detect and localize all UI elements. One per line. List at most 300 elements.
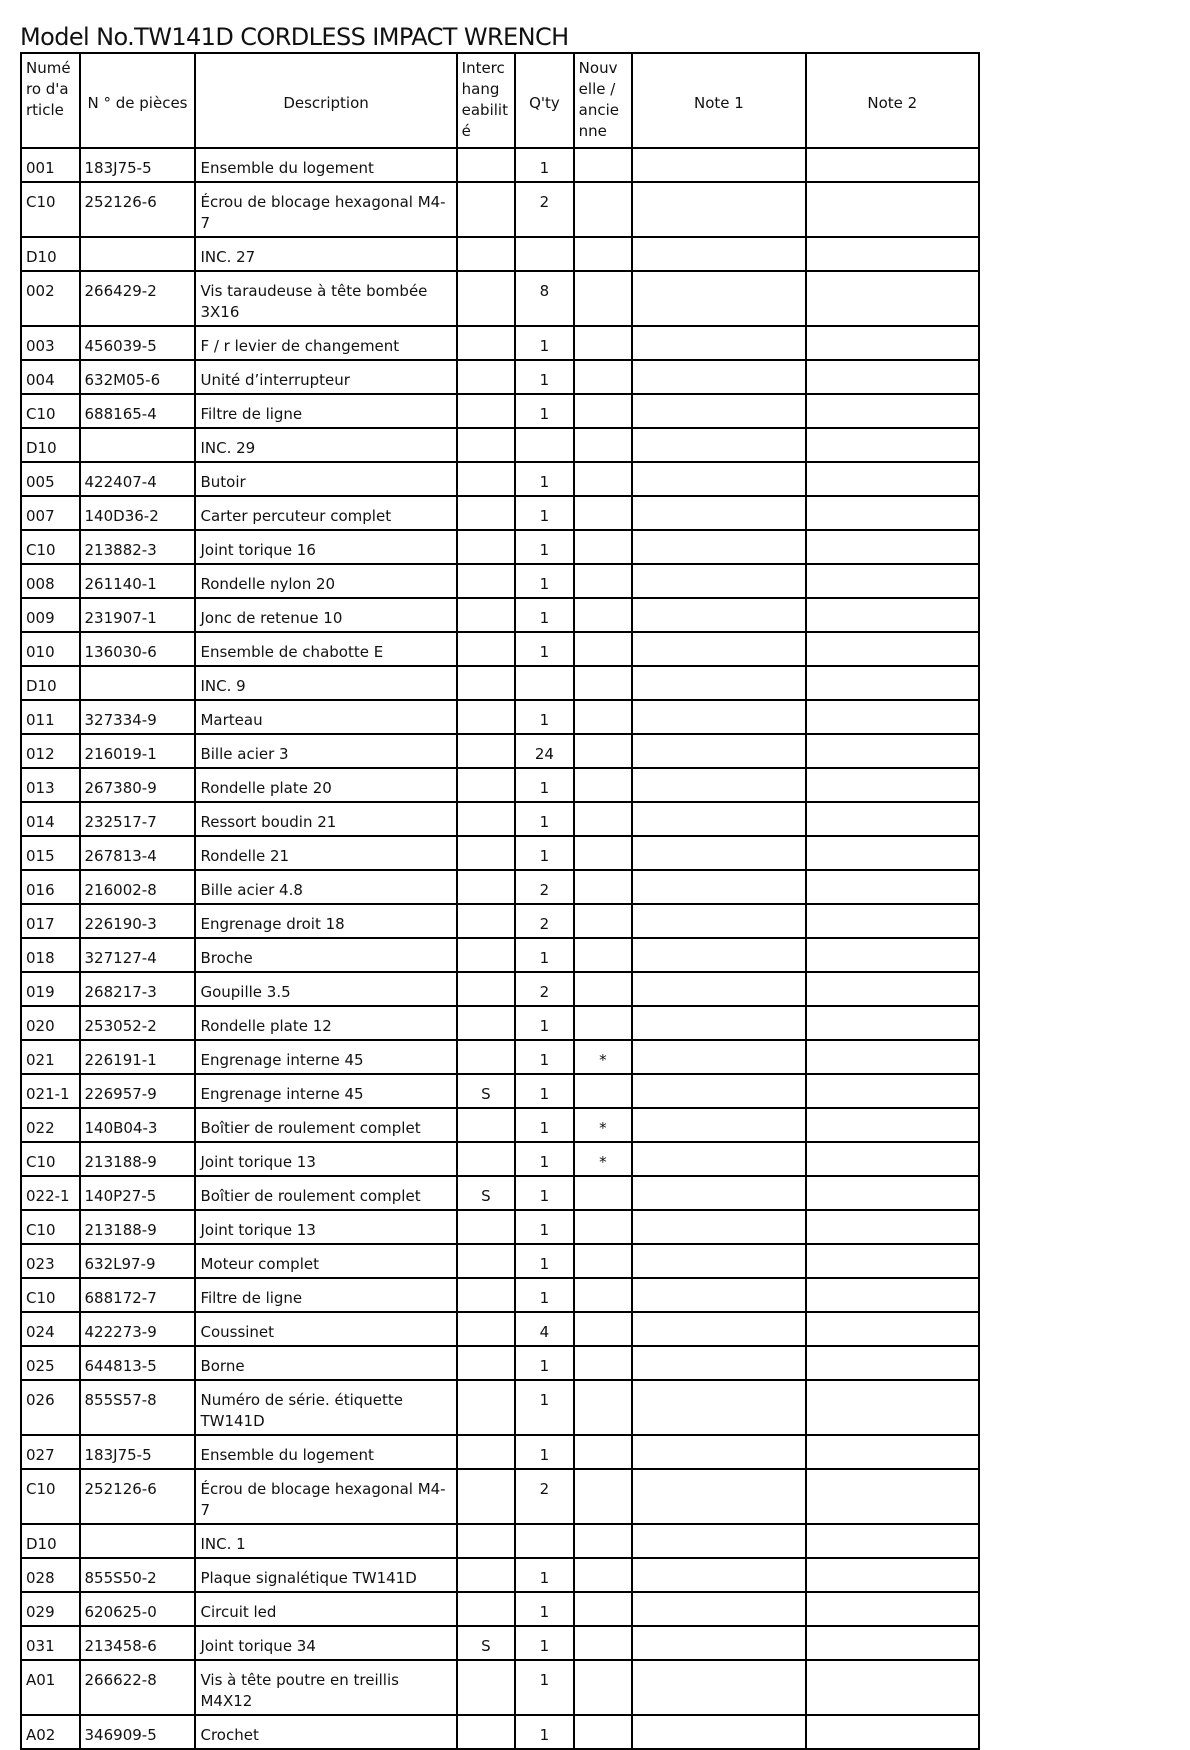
cell-qty: 1 xyxy=(515,326,574,360)
cell-qty: 1 xyxy=(515,564,574,598)
cell-description: Crochet xyxy=(195,1715,456,1749)
cell-part-no xyxy=(80,666,196,700)
cell-qty: 4 xyxy=(515,1312,574,1346)
cell-description: Butoir xyxy=(195,462,456,496)
cell-note1 xyxy=(632,836,805,870)
cell-item-no: C10 xyxy=(21,1278,80,1312)
page-title: Model No.TW141D CORDLESS IMPACT WRENCH xyxy=(20,23,569,51)
cell-description: Ressort boudin 21 xyxy=(195,802,456,836)
table-row xyxy=(21,700,979,734)
cell-description: Joint torique 16 xyxy=(195,530,456,564)
table-row xyxy=(21,1210,979,1244)
cell-interchangeability xyxy=(457,700,516,734)
cell-item-no: C10 xyxy=(21,1210,80,1244)
cell-qty: 1 xyxy=(515,394,574,428)
cell-part-no: 140D36-2 xyxy=(80,496,196,530)
cell-item-no: D10 xyxy=(21,1524,80,1558)
cell-note2 xyxy=(806,700,979,734)
cell-qty: 24 xyxy=(515,734,574,768)
cell-interchangeability xyxy=(457,1380,516,1435)
cell-note1 xyxy=(632,564,805,598)
cell-note2 xyxy=(806,734,979,768)
cell-note2 xyxy=(806,1312,979,1346)
cell-new-old xyxy=(574,1074,633,1108)
cell-note2 xyxy=(806,530,979,564)
cell-note2 xyxy=(806,271,979,326)
table-row xyxy=(21,1715,979,1749)
cell-item-no: 027 xyxy=(21,1435,80,1469)
cell-qty: 1 xyxy=(515,1380,574,1435)
cell-description: Circuit led xyxy=(195,1592,456,1626)
cell-note1 xyxy=(632,1210,805,1244)
cell-interchangeability xyxy=(457,394,516,428)
cell-qty xyxy=(515,1524,574,1558)
cell-note2 xyxy=(806,360,979,394)
cell-new-old xyxy=(574,271,633,326)
cell-part-no: 268217-3 xyxy=(80,972,196,1006)
cell-note1 xyxy=(632,1524,805,1558)
cell-qty: 2 xyxy=(515,182,574,237)
cell-qty: 1 xyxy=(515,1346,574,1380)
cell-qty: 1 xyxy=(515,462,574,496)
cell-note1 xyxy=(632,1558,805,1592)
cell-interchangeability: S xyxy=(457,1074,516,1108)
table-row xyxy=(21,1558,979,1592)
table-row xyxy=(21,632,979,666)
cell-interchangeability xyxy=(457,1278,516,1312)
cell-note2 xyxy=(806,666,979,700)
cell-note2 xyxy=(806,904,979,938)
cell-part-no: 213188-9 xyxy=(80,1210,196,1244)
cell-description: Coussinet xyxy=(195,1312,456,1346)
cell-new-old xyxy=(574,1006,633,1040)
cell-part-no: 644813-5 xyxy=(80,1346,196,1380)
cell-interchangeability xyxy=(457,1244,516,1278)
cell-description: Marteau xyxy=(195,700,456,734)
cell-note1 xyxy=(632,1660,805,1715)
cell-description: Numéro de série. étiquette TW141D xyxy=(195,1380,456,1435)
cell-part-no: 346909-5 xyxy=(80,1715,196,1749)
table-row xyxy=(21,870,979,904)
cell-interchangeability xyxy=(457,360,516,394)
cell-new-old xyxy=(574,904,633,938)
table-row xyxy=(21,496,979,530)
cell-part-no: 140B04-3 xyxy=(80,1108,196,1142)
table-row xyxy=(21,734,979,768)
table-row xyxy=(21,360,979,394)
cell-part-no: 226190-3 xyxy=(80,904,196,938)
table-row xyxy=(21,1074,979,1108)
cell-note2 xyxy=(806,938,979,972)
cell-item-no: 024 xyxy=(21,1312,80,1346)
cell-description: F / r levier de changement xyxy=(195,326,456,360)
table-row xyxy=(21,836,979,870)
cell-qty: 1 xyxy=(515,768,574,802)
cell-part-no: 253052-2 xyxy=(80,1006,196,1040)
cell-note2 xyxy=(806,182,979,237)
cell-note2 xyxy=(806,1592,979,1626)
cell-item-no: 001 xyxy=(21,148,80,182)
cell-new-old xyxy=(574,1210,633,1244)
cell-description: Ensemble de chabotte E xyxy=(195,632,456,666)
cell-part-no: 216019-1 xyxy=(80,734,196,768)
cell-note2 xyxy=(806,462,979,496)
cell-note1 xyxy=(632,1469,805,1524)
cell-part-no: 140P27-5 xyxy=(80,1176,196,1210)
cell-part-no: 422273-9 xyxy=(80,1312,196,1346)
cell-item-no: D10 xyxy=(21,666,80,700)
cell-part-no xyxy=(80,428,196,462)
table-row xyxy=(21,394,979,428)
cell-note2 xyxy=(806,1346,979,1380)
cell-description: Ensemble du logement xyxy=(195,148,456,182)
cell-new-old xyxy=(574,1244,633,1278)
cell-interchangeability xyxy=(457,1006,516,1040)
cell-interchangeability xyxy=(457,1346,516,1380)
parts-table xyxy=(20,52,980,1750)
table-row xyxy=(21,462,979,496)
cell-interchangeability xyxy=(457,1592,516,1626)
cell-part-no: 213188-9 xyxy=(80,1142,196,1176)
cell-interchangeability xyxy=(457,564,516,598)
cell-interchangeability xyxy=(457,1435,516,1469)
table-row xyxy=(21,1380,979,1435)
table-row xyxy=(21,237,979,271)
cell-qty: 1 xyxy=(515,1278,574,1312)
cell-item-no: 004 xyxy=(21,360,80,394)
cell-interchangeability xyxy=(457,1469,516,1524)
cell-new-old xyxy=(574,598,633,632)
cell-qty: 1 xyxy=(515,632,574,666)
cell-note2 xyxy=(806,1142,979,1176)
cell-interchangeability xyxy=(457,237,516,271)
cell-item-no: 002 xyxy=(21,271,80,326)
cell-description: Carter percuteur complet xyxy=(195,496,456,530)
cell-note1 xyxy=(632,182,805,237)
cell-note1 xyxy=(632,1380,805,1435)
cell-description: INC. 1 xyxy=(195,1524,456,1558)
cell-new-old xyxy=(574,1592,633,1626)
cell-new-old xyxy=(574,632,633,666)
cell-note2 xyxy=(806,1210,979,1244)
cell-qty xyxy=(515,666,574,700)
cell-description: Bille acier 4.8 xyxy=(195,870,456,904)
header-description: Description xyxy=(195,53,456,148)
cell-description: INC. 27 xyxy=(195,237,456,271)
cell-interchangeability xyxy=(457,666,516,700)
cell-qty: 1 xyxy=(515,1142,574,1176)
cell-item-no: 031 xyxy=(21,1626,80,1660)
cell-note1 xyxy=(632,972,805,1006)
cell-note1 xyxy=(632,734,805,768)
cell-note2 xyxy=(806,1660,979,1715)
cell-item-no: A01 xyxy=(21,1660,80,1715)
table-row xyxy=(21,1040,979,1074)
cell-note2 xyxy=(806,148,979,182)
cell-qty: 2 xyxy=(515,972,574,1006)
table-row xyxy=(21,1524,979,1558)
cell-qty: 1 xyxy=(515,938,574,972)
cell-note1 xyxy=(632,1108,805,1142)
cell-interchangeability: S xyxy=(457,1176,516,1210)
table-row xyxy=(21,768,979,802)
cell-description: Boîtier de roulement complet xyxy=(195,1176,456,1210)
cell-note1 xyxy=(632,1278,805,1312)
cell-interchangeability xyxy=(457,1715,516,1749)
cell-interchangeability xyxy=(457,836,516,870)
cell-new-old xyxy=(574,428,633,462)
cell-item-no: 021 xyxy=(21,1040,80,1074)
cell-interchangeability xyxy=(457,870,516,904)
cell-note1 xyxy=(632,326,805,360)
cell-new-old xyxy=(574,1660,633,1715)
cell-new-old xyxy=(574,1176,633,1210)
table-row xyxy=(21,530,979,564)
cell-description: Écrou de blocage hexagonal M4-7 xyxy=(195,1469,456,1524)
cell-qty xyxy=(515,428,574,462)
cell-interchangeability xyxy=(457,1108,516,1142)
cell-item-no: 022-1 xyxy=(21,1176,80,1210)
cell-note2 xyxy=(806,1244,979,1278)
cell-description: Jonc de retenue 10 xyxy=(195,598,456,632)
cell-new-old xyxy=(574,1312,633,1346)
cell-note2 xyxy=(806,496,979,530)
cell-description: Ensemble du logement xyxy=(195,1435,456,1469)
cell-new-old xyxy=(574,1435,633,1469)
cell-interchangeability: S xyxy=(457,1626,516,1660)
cell-part-no: 252126-6 xyxy=(80,182,196,237)
cell-note2 xyxy=(806,1469,979,1524)
cell-new-old xyxy=(574,768,633,802)
cell-note1 xyxy=(632,496,805,530)
cell-qty: 1 xyxy=(515,1210,574,1244)
cell-part-no: 226957-9 xyxy=(80,1074,196,1108)
cell-note1 xyxy=(632,462,805,496)
cell-note1 xyxy=(632,1626,805,1660)
cell-qty: 1 xyxy=(515,1626,574,1660)
cell-note1 xyxy=(632,360,805,394)
cell-new-old xyxy=(574,564,633,598)
cell-part-no: 855S50-2 xyxy=(80,1558,196,1592)
cell-part-no: 183J75-5 xyxy=(80,148,196,182)
cell-note1 xyxy=(632,802,805,836)
cell-item-no: A02 xyxy=(21,1715,80,1749)
cell-note2 xyxy=(806,1380,979,1435)
cell-note2 xyxy=(806,394,979,428)
table-row xyxy=(21,564,979,598)
cell-item-no: 017 xyxy=(21,904,80,938)
cell-interchangeability xyxy=(457,768,516,802)
cell-note2 xyxy=(806,1006,979,1040)
cell-qty: 1 xyxy=(515,1558,574,1592)
cell-part-no: 266622-8 xyxy=(80,1660,196,1715)
cell-note2 xyxy=(806,1558,979,1592)
cell-part-no: 266429-2 xyxy=(80,271,196,326)
cell-note2 xyxy=(806,1278,979,1312)
cell-new-old xyxy=(574,1715,633,1749)
cell-new-old xyxy=(574,326,633,360)
cell-description: Rondelle 21 xyxy=(195,836,456,870)
cell-description: Vis à tête poutre en treillis M4X12 xyxy=(195,1660,456,1715)
cell-part-no: 226191-1 xyxy=(80,1040,196,1074)
cell-note1 xyxy=(632,1006,805,1040)
table-header-row xyxy=(21,53,979,148)
cell-item-no: 018 xyxy=(21,938,80,972)
table-row xyxy=(21,1176,979,1210)
cell-qty: 1 xyxy=(515,496,574,530)
cell-qty: 8 xyxy=(515,271,574,326)
cell-note2 xyxy=(806,1040,979,1074)
cell-qty: 1 xyxy=(515,148,574,182)
cell-new-old xyxy=(574,1524,633,1558)
cell-item-no: 022 xyxy=(21,1108,80,1142)
table-row xyxy=(21,182,979,237)
cell-part-no: 213882-3 xyxy=(80,530,196,564)
cell-note1 xyxy=(632,1176,805,1210)
cell-qty: 2 xyxy=(515,1469,574,1524)
cell-note2 xyxy=(806,598,979,632)
cell-part-no: 216002-8 xyxy=(80,870,196,904)
cell-interchangeability xyxy=(457,496,516,530)
table-row xyxy=(21,1626,979,1660)
cell-item-no: C10 xyxy=(21,394,80,428)
cell-qty: 1 xyxy=(515,802,574,836)
cell-note2 xyxy=(806,326,979,360)
cell-item-no: 023 xyxy=(21,1244,80,1278)
cell-qty: 1 xyxy=(515,1040,574,1074)
cell-interchangeability xyxy=(457,1142,516,1176)
cell-note1 xyxy=(632,904,805,938)
cell-qty: 2 xyxy=(515,904,574,938)
cell-item-no: 016 xyxy=(21,870,80,904)
cell-note1 xyxy=(632,1435,805,1469)
cell-item-no: 019 xyxy=(21,972,80,1006)
header-interchangeability: Interc hang eabilit é xyxy=(457,53,516,148)
cell-interchangeability xyxy=(457,271,516,326)
cell-note1 xyxy=(632,1312,805,1346)
table-row xyxy=(21,938,979,972)
cell-new-old xyxy=(574,148,633,182)
cell-part-no: 620625-0 xyxy=(80,1592,196,1626)
cell-new-old xyxy=(574,972,633,1006)
cell-qty: 1 xyxy=(515,360,574,394)
cell-interchangeability xyxy=(457,148,516,182)
cell-qty: 1 xyxy=(515,1074,574,1108)
cell-note2 xyxy=(806,1626,979,1660)
cell-interchangeability xyxy=(457,734,516,768)
cell-note2 xyxy=(806,632,979,666)
cell-part-no: 136030-6 xyxy=(80,632,196,666)
cell-item-no: 028 xyxy=(21,1558,80,1592)
cell-part-no: 261140-1 xyxy=(80,564,196,598)
cell-new-old xyxy=(574,1626,633,1660)
cell-description: Borne xyxy=(195,1346,456,1380)
cell-part-no: 855S57-8 xyxy=(80,1380,196,1435)
cell-item-no: 013 xyxy=(21,768,80,802)
cell-item-no: 015 xyxy=(21,836,80,870)
cell-interchangeability xyxy=(457,1040,516,1074)
cell-note1 xyxy=(632,598,805,632)
cell-note2 xyxy=(806,237,979,271)
table-row xyxy=(21,1469,979,1524)
cell-note2 xyxy=(806,1435,979,1469)
table-row xyxy=(21,1312,979,1346)
cell-note2 xyxy=(806,836,979,870)
cell-note1 xyxy=(632,938,805,972)
cell-note2 xyxy=(806,1176,979,1210)
cell-item-no: 014 xyxy=(21,802,80,836)
header-part-no: N ° de pièces xyxy=(80,53,196,148)
cell-note1 xyxy=(632,1074,805,1108)
cell-qty: 1 xyxy=(515,1592,574,1626)
cell-description: Filtre de ligne xyxy=(195,1278,456,1312)
cell-interchangeability xyxy=(457,182,516,237)
cell-interchangeability xyxy=(457,1312,516,1346)
cell-qty: 1 xyxy=(515,1435,574,1469)
cell-item-no: 026 xyxy=(21,1380,80,1435)
cell-part-no: 267380-9 xyxy=(80,768,196,802)
cell-part-no: 327127-4 xyxy=(80,938,196,972)
cell-qty: 1 xyxy=(515,530,574,564)
cell-qty: 1 xyxy=(515,700,574,734)
cell-description: Broche xyxy=(195,938,456,972)
cell-new-old xyxy=(574,666,633,700)
table-row xyxy=(21,666,979,700)
cell-note1 xyxy=(632,1592,805,1626)
cell-note1 xyxy=(632,1346,805,1380)
cell-description: Écrou de blocage hexagonal M4-7 xyxy=(195,182,456,237)
cell-note1 xyxy=(632,148,805,182)
cell-note1 xyxy=(632,632,805,666)
cell-note1 xyxy=(632,530,805,564)
cell-note1 xyxy=(632,394,805,428)
cell-description: INC. 9 xyxy=(195,666,456,700)
cell-note1 xyxy=(632,700,805,734)
cell-description: Unité d’interrupteur xyxy=(195,360,456,394)
cell-note1 xyxy=(632,428,805,462)
cell-new-old xyxy=(574,734,633,768)
cell-description: Vis taraudeuse à tête bombée 3X16 xyxy=(195,271,456,326)
table-row xyxy=(21,1142,979,1176)
cell-interchangeability xyxy=(457,1524,516,1558)
header-qty: Q'ty xyxy=(515,53,574,148)
cell-interchangeability xyxy=(457,632,516,666)
cell-interchangeability xyxy=(457,802,516,836)
cell-new-old xyxy=(574,700,633,734)
cell-interchangeability xyxy=(457,1558,516,1592)
cell-part-no: 183J75-5 xyxy=(80,1435,196,1469)
cell-item-no: D10 xyxy=(21,428,80,462)
cell-note1 xyxy=(632,870,805,904)
cell-qty: 1 xyxy=(515,1006,574,1040)
cell-qty xyxy=(515,237,574,271)
cell-new-old xyxy=(574,1380,633,1435)
header-new-old: Nouv elle / ancie nne xyxy=(574,53,633,148)
cell-note2 xyxy=(806,1715,979,1749)
cell-description: Joint torique 34 xyxy=(195,1626,456,1660)
header-item-no: Numé ro d'a rticle xyxy=(21,53,80,148)
cell-new-old xyxy=(574,360,633,394)
cell-part-no: 232517-7 xyxy=(80,802,196,836)
cell-interchangeability xyxy=(457,326,516,360)
cell-description: Filtre de ligne xyxy=(195,394,456,428)
cell-new-old xyxy=(574,1278,633,1312)
cell-new-old: * xyxy=(574,1040,633,1074)
cell-note1 xyxy=(632,768,805,802)
cell-new-old xyxy=(574,870,633,904)
cell-interchangeability xyxy=(457,428,516,462)
table-body xyxy=(21,148,979,1749)
